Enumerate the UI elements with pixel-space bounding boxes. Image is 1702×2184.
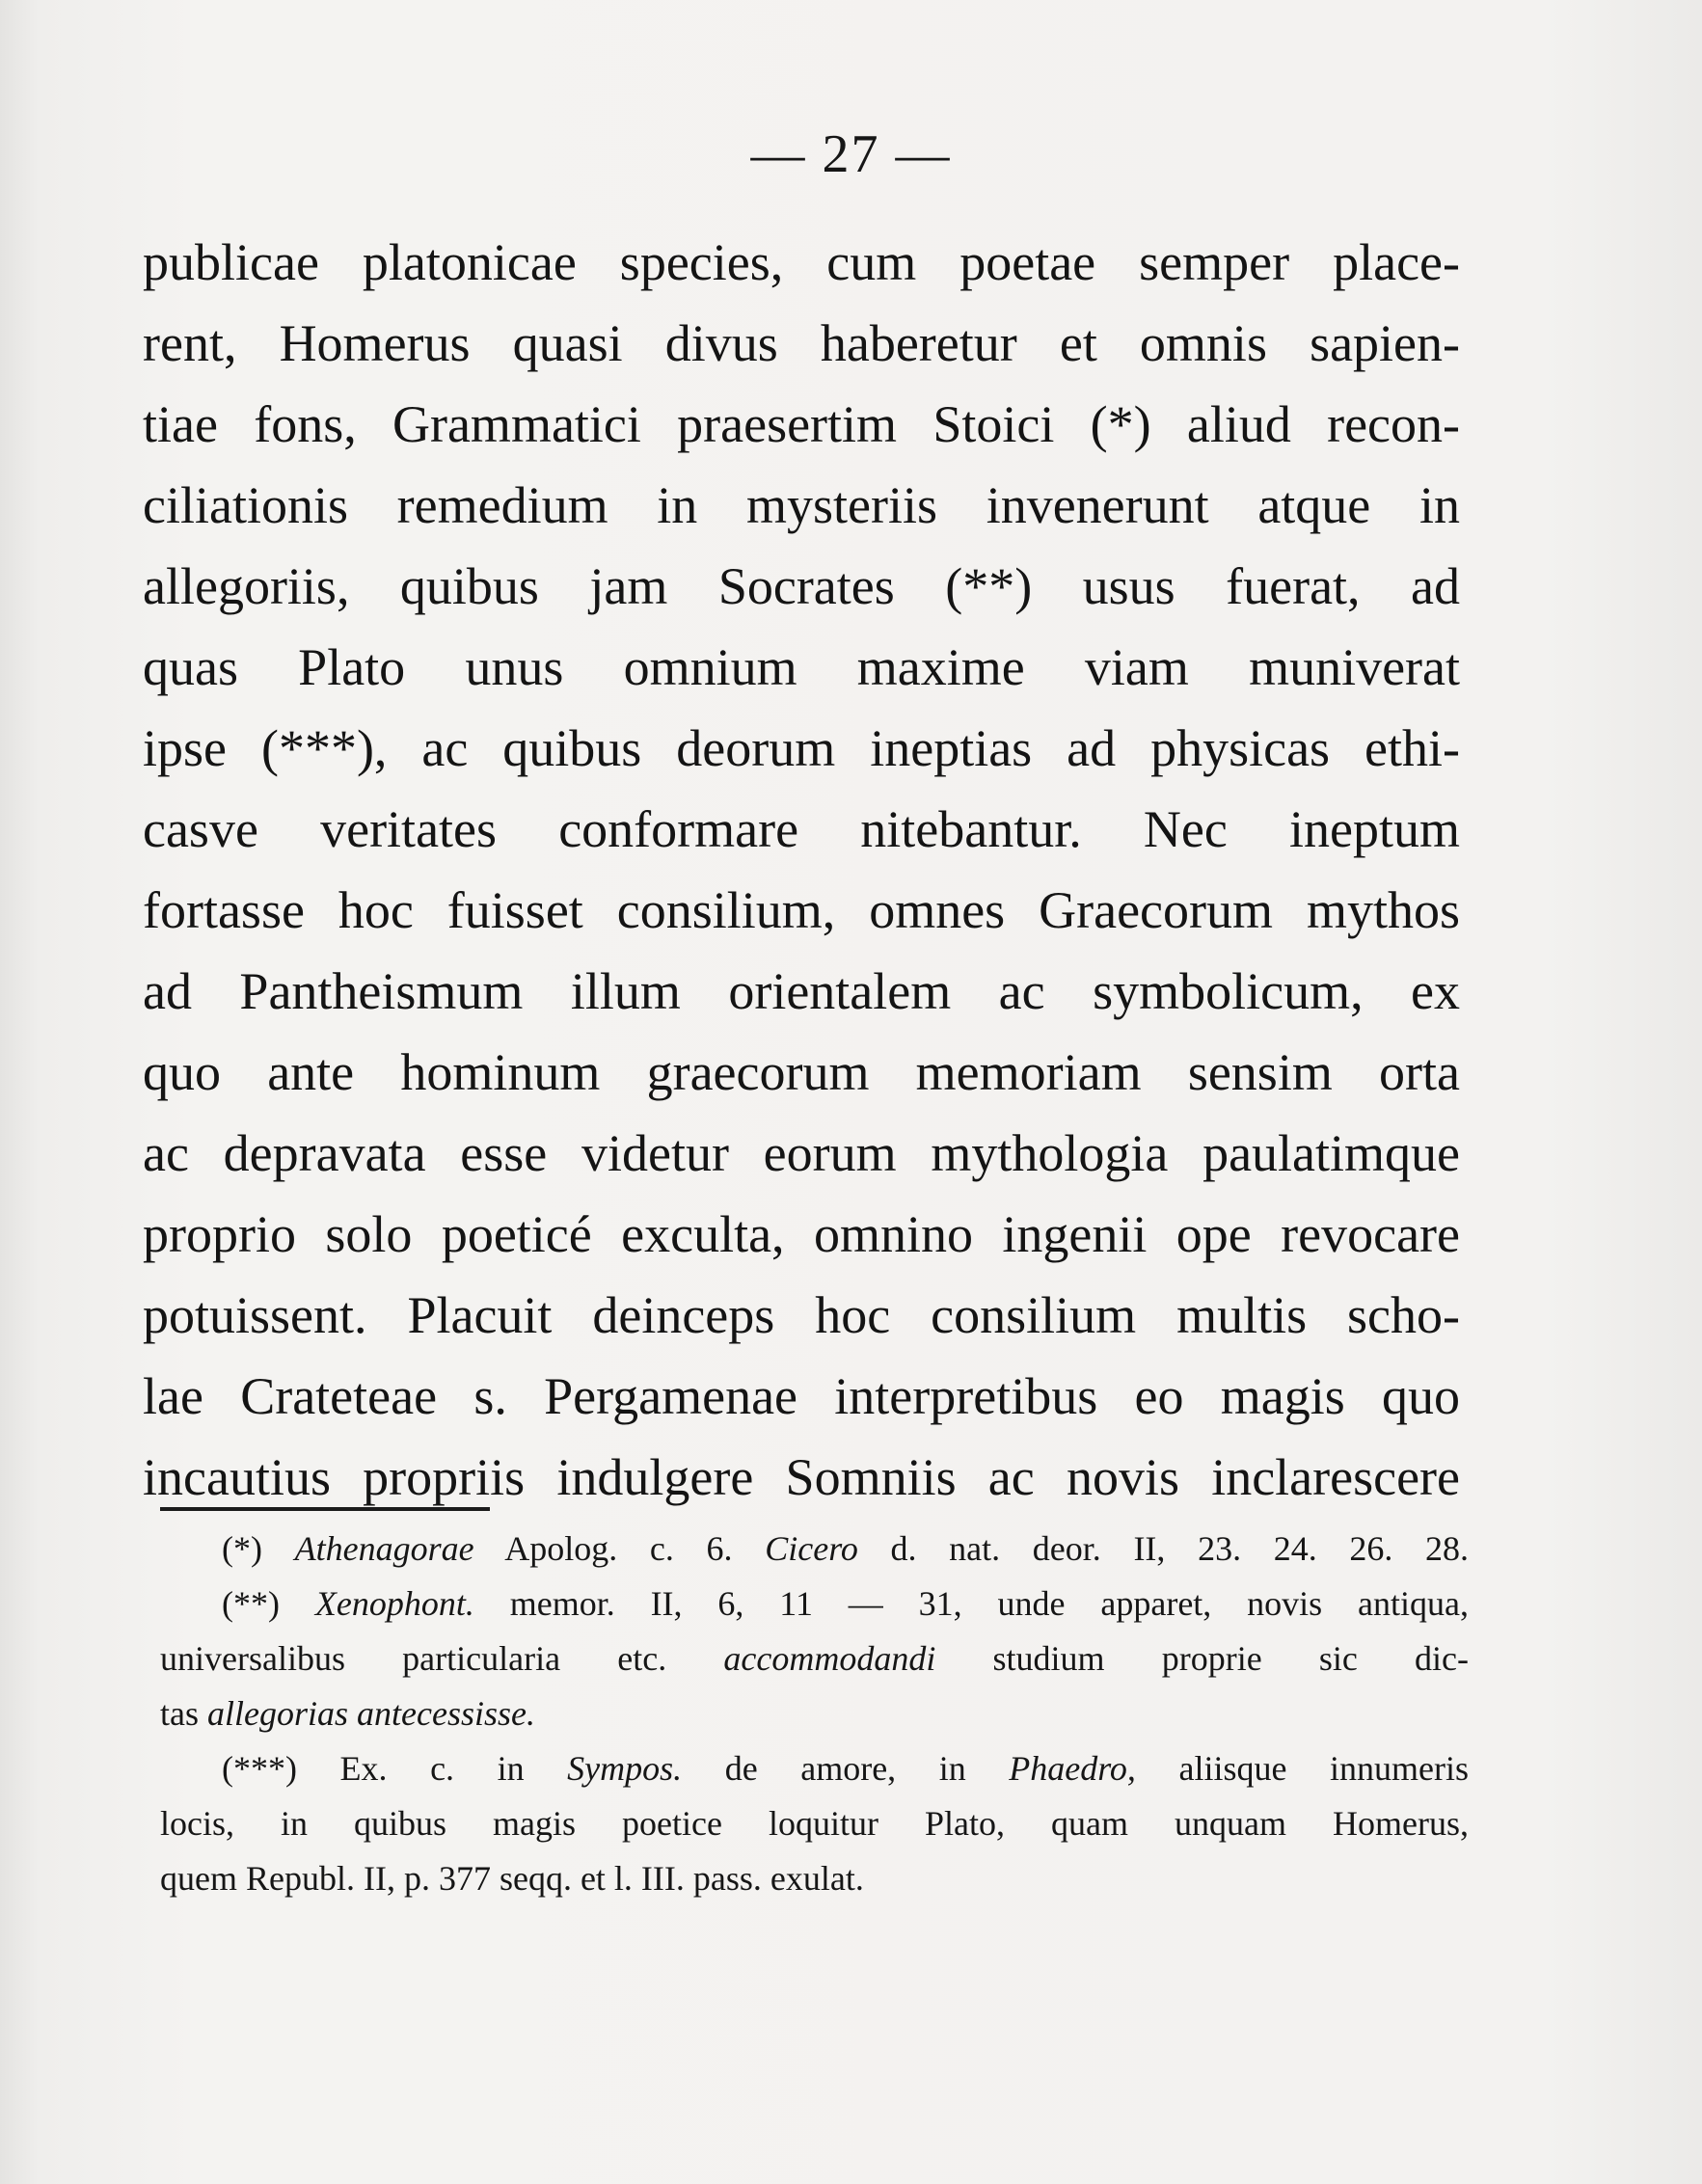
footnote-author: Xenophont. — [314, 1584, 474, 1623]
text-line: fortasse hoc fuisset consilium, omnes Graecorum mythos — [143, 881, 1460, 939]
footnote-2-end — [160, 1686, 1469, 1741]
footnote-text: memor. II, 6, 11 — 31, unde apparet, novis antiqua, — [509, 1584, 1470, 1623]
page-number: — 27 — — [750, 124, 952, 184]
text-line: ciliationis remedium in mysteriis invenerunt atque in — [143, 476, 1460, 534]
footnote-emphasis: accommodandi — [723, 1639, 936, 1678]
footnote-mark: (**) — [222, 1584, 280, 1623]
text-line: proprio solo poeticé exculta, omnino ingenii ope revocare — [143, 1205, 1460, 1263]
footnote-text: Ex. c. in — [339, 1749, 525, 1788]
footnote-2-cont — [160, 1631, 1469, 1686]
main-text — [143, 222, 1460, 1518]
footnote-author: Athenagorae — [294, 1529, 474, 1568]
footnote-divider — [160, 1507, 490, 1511]
text-line: allegoriis, quibus jam Socrates (**) usus fuerat, ad — [143, 557, 1460, 615]
footnote-text: de amore, in — [724, 1749, 966, 1788]
text-line: incautius propriis indulgere Somniis ac novis inclarescere — [143, 1448, 1460, 1506]
text-line: rent, Homerus quasi divus haberetur et omnis sapien- — [143, 314, 1460, 372]
footnote-3-cont: locis, in quibus magis poetice loquitur Plato, quam unquam Homerus, — [160, 1804, 1469, 1843]
footnote-author: Cicero — [765, 1529, 858, 1568]
footnote-ref: d. nat. deor. II, 23. 24. 26. 28. — [890, 1529, 1470, 1568]
footnote-text: studium proprie sic dic- — [992, 1639, 1470, 1678]
footnotes — [160, 1522, 1469, 1906]
text-line: publicae platonicae species, cum poetae semper place- — [143, 233, 1460, 291]
text-line: ad Pantheismum illum orientalem ac symbolicum, ex — [143, 962, 1460, 1020]
text-line: tiae fons, Grammatici praesertim Stoici (*) aliud recon- — [143, 395, 1460, 453]
footnote-1 — [160, 1522, 1469, 1577]
footnote-emphasis: allegorias antecessisse. — [207, 1694, 535, 1733]
text-line: quas Plato unus omnium maxime viam muniverat — [143, 638, 1460, 696]
text-line: quo ante hominum graecorum memoriam sensim orta — [143, 1043, 1460, 1101]
footnote-text: aliisque innumeris — [1178, 1749, 1469, 1788]
footnote-3-end: quem Republ. II, p. 377 seqq. et l. III. pass. exulat. — [160, 1859, 864, 1898]
text-line: ipse (***), ac quibus deorum ineptias ad physicas ethi- — [143, 719, 1460, 777]
footnote-emphasis: Sympos. — [567, 1749, 683, 1788]
text-line: potuissent. Placuit deinceps hoc consilium multis scho- — [143, 1286, 1460, 1344]
footnote-mark: (***) — [222, 1749, 297, 1788]
footnote-ref: Apolog. c. 6. — [504, 1529, 733, 1568]
footnote-2 — [160, 1577, 1469, 1631]
text-line: lae Crateteae s. Pergamenae interpretibus eo magis quo — [143, 1367, 1460, 1425]
footnote-text: universalibus particularia etc. — [160, 1639, 667, 1678]
footnote-3 — [160, 1741, 1469, 1796]
text-line: ac depravata esse videtur eorum mythologia paulatimque — [143, 1124, 1460, 1182]
footnote-emphasis: Phaedro, — [1009, 1749, 1136, 1788]
footnote-text: tas — [160, 1694, 199, 1733]
text-line: casve veritates conformare nitebantur. Nec ineptum — [143, 800, 1460, 858]
footnote-mark: (*) — [222, 1529, 262, 1568]
